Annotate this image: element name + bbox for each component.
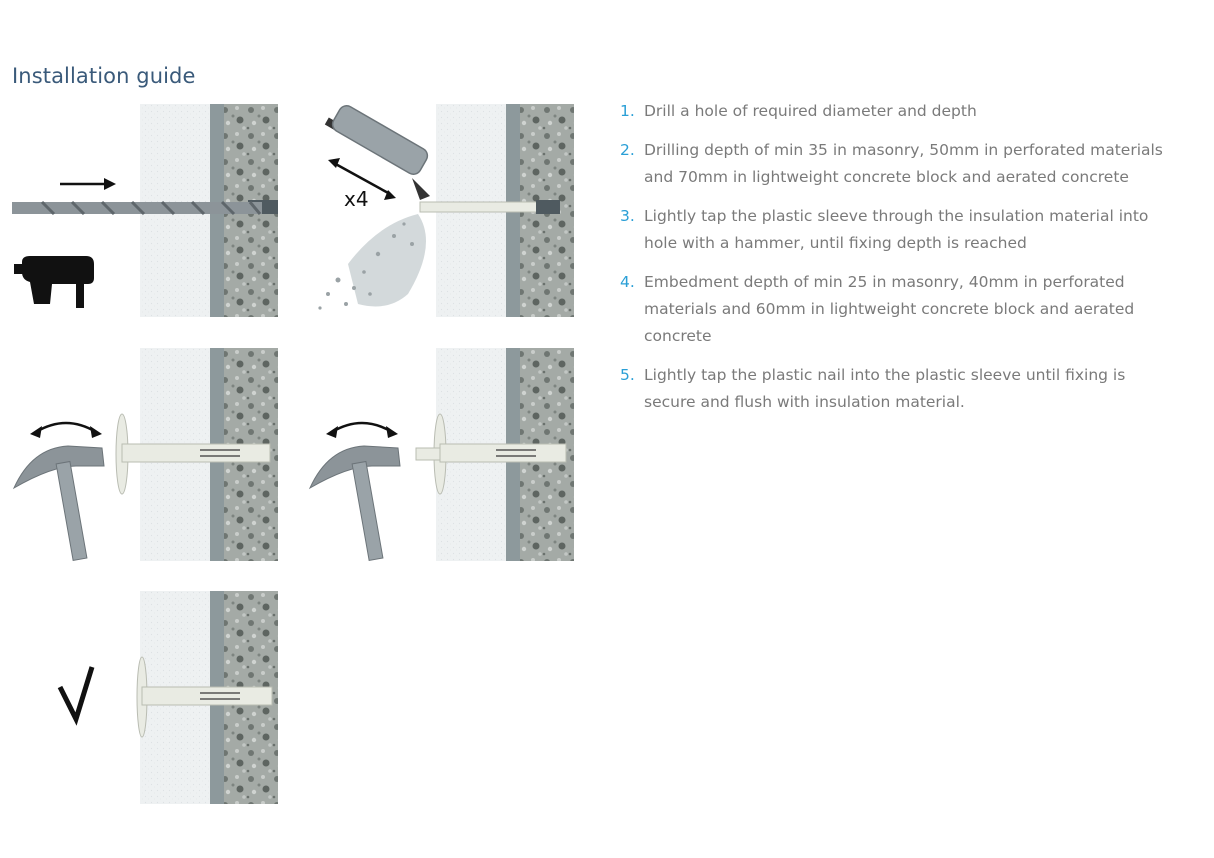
step-number: 2. — [620, 141, 635, 159]
step-text: Lightly tap the plastic sleeve through the insulation material into hole with a hammer, until fixing depth is reached — [644, 207, 1149, 252]
step-item — [620, 137, 1180, 191]
step-number: 1. — [620, 102, 635, 120]
checkmark-icon — [60, 667, 92, 719]
step-text: Drilling depth of min 35 in masonry, 50mm in perforated materials and 70mm in lightweight concrete block and aerated concrete — [644, 141, 1163, 186]
swing-arrow-icon — [326, 423, 398, 438]
illustration-done — [12, 591, 278, 804]
drill-icon — [14, 256, 94, 308]
step-item — [620, 203, 1180, 257]
step-number: 4. — [620, 273, 635, 291]
step-item — [620, 98, 1180, 125]
installation-steps — [620, 98, 1180, 428]
page-title: Installation guide — [12, 64, 196, 88]
hammer-icon — [14, 446, 104, 560]
illustration-clean — [308, 104, 574, 317]
hammer-icon — [310, 446, 400, 560]
illustration-hammer-sleeve — [12, 348, 278, 561]
drill-bit — [12, 202, 262, 214]
arrow-right-icon — [60, 178, 116, 190]
swing-arrow-icon — [30, 423, 102, 438]
step-text: Lightly tap the plastic nail into the plastic sleeve until fixing is secure and flush with insulation material. — [644, 366, 1126, 411]
dust-cloud — [318, 214, 426, 310]
step-item — [620, 269, 1180, 350]
step-text: Embedment depth of min 25 in masonry, 40mm in perforated materials and 60mm in lightweight concrete block and aerated concrete — [644, 273, 1135, 345]
repeat-label: x4 — [344, 187, 369, 211]
blow-pump-icon — [325, 104, 430, 200]
step-text: Drill a hole of required diameter and depth — [644, 102, 977, 120]
illustration-hammer-nail — [308, 348, 574, 561]
step-number: 5. — [620, 366, 635, 384]
illustration-drill — [12, 104, 278, 317]
step-number: 3. — [620, 207, 635, 225]
step-item — [620, 362, 1180, 416]
